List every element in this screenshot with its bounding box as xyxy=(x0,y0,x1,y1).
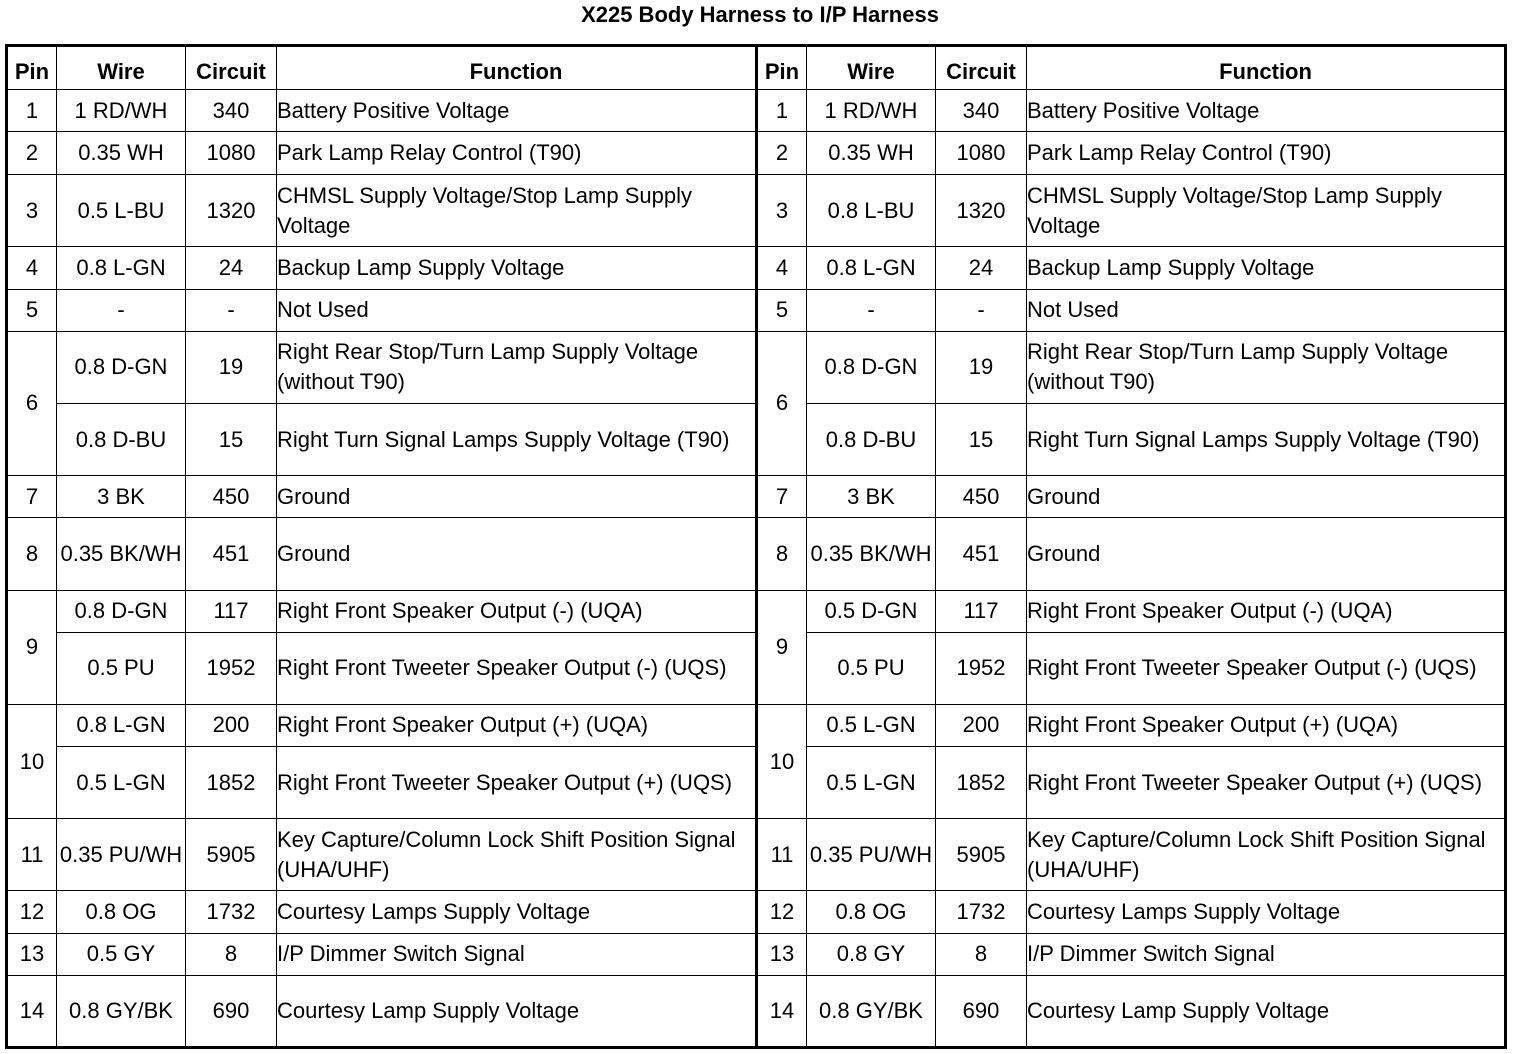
function-cell: Ground xyxy=(277,518,757,590)
table-row xyxy=(7,90,1506,132)
wire-cell: 0.8 OG xyxy=(807,891,936,933)
function-cell: Right Front Speaker Output (-) (UQA) xyxy=(277,590,757,632)
circuit-cell: 1080 xyxy=(936,132,1027,175)
function-cell: Backup Lamp Supply Voltage xyxy=(277,247,757,289)
header-wire-left: Wire xyxy=(57,46,186,90)
pin-cell: 12 xyxy=(7,891,57,933)
function-cell: Right Front Tweeter Speaker Output (+) (UQS) xyxy=(1027,746,1506,818)
circuit-cell: 1320 xyxy=(186,175,277,247)
wire-cell: 0.35 BK/WH xyxy=(57,518,186,590)
wire-cell: 0.5 PU xyxy=(57,632,186,704)
pin-cell: 5 xyxy=(7,289,57,331)
function-cell: Courtesy Lamps Supply Voltage xyxy=(1027,891,1506,933)
pin-cell: 10 xyxy=(757,704,807,818)
wire-cell: 0.8 L-BU xyxy=(807,175,936,247)
function-cell: Right Front Speaker Output (+) (UQA) xyxy=(277,704,757,746)
wire-cell: 1 RD/WH xyxy=(57,90,186,132)
function-cell: I/P Dimmer Switch Signal xyxy=(1027,933,1506,975)
pin-cell: 11 xyxy=(757,819,807,891)
pin-cell: 3 xyxy=(757,175,807,247)
wire-cell: 0.35 WH xyxy=(807,132,936,175)
pin-cell: 1 xyxy=(757,90,807,132)
function-cell: Ground xyxy=(1027,476,1506,518)
header-pin-right: Pin xyxy=(757,46,807,90)
circuit-cell: 1080 xyxy=(186,132,277,175)
circuit-cell: 1952 xyxy=(186,632,277,704)
circuit-cell: 690 xyxy=(186,975,277,1047)
circuit-cell: 15 xyxy=(936,403,1027,475)
circuit-cell: 450 xyxy=(186,476,277,518)
table-row xyxy=(7,175,1506,247)
function-cell: Battery Positive Voltage xyxy=(277,90,757,132)
header-function-left: Function xyxy=(277,46,757,90)
function-cell: I/P Dimmer Switch Signal xyxy=(277,933,757,975)
circuit-cell: 5905 xyxy=(936,819,1027,891)
wire-cell: 0.8 D-BU xyxy=(807,403,936,475)
pin-cell: 4 xyxy=(757,247,807,289)
header-wire-right: Wire xyxy=(807,46,936,90)
wire-cell: - xyxy=(57,289,186,331)
header-pin-left: Pin xyxy=(7,46,57,90)
circuit-cell: 690 xyxy=(936,975,1027,1047)
function-cell: Park Lamp Relay Control (T90) xyxy=(1027,132,1506,175)
circuit-cell: 450 xyxy=(936,476,1027,518)
circuit-cell: 15 xyxy=(186,403,277,475)
wire-cell: 0.5 GY xyxy=(57,933,186,975)
function-cell: Key Capture/Column Lock Shift Position Signal (UHA/UHF) xyxy=(277,819,757,891)
circuit-cell: 5905 xyxy=(186,819,277,891)
function-cell: CHMSL Supply Voltage/Stop Lamp Supply Voltage xyxy=(1027,175,1506,247)
function-cell: Not Used xyxy=(277,289,757,331)
header-circuit-right: Circuit xyxy=(936,46,1027,90)
table-row xyxy=(7,289,1506,331)
circuit-cell: - xyxy=(936,289,1027,331)
wire-cell: 0.35 WH xyxy=(57,132,186,175)
pin-cell: 9 xyxy=(7,590,57,704)
circuit-cell: 1732 xyxy=(936,891,1027,933)
wire-cell: 1 RD/WH xyxy=(807,90,936,132)
circuit-cell: 340 xyxy=(186,90,277,132)
function-cell: Battery Positive Voltage xyxy=(1027,90,1506,132)
wire-cell: 0.5 L-GN xyxy=(57,746,186,818)
wire-cell: 0.35 BK/WH xyxy=(807,518,936,590)
pin-cell: 14 xyxy=(7,975,57,1047)
circuit-cell: 340 xyxy=(936,90,1027,132)
header-row xyxy=(7,46,1506,90)
wire-cell: 0.8 L-GN xyxy=(807,247,936,289)
pin-cell: 8 xyxy=(7,518,57,590)
circuit-cell: 451 xyxy=(186,518,277,590)
circuit-cell: 8 xyxy=(186,933,277,975)
table-row xyxy=(7,975,1506,1047)
circuit-cell: 1732 xyxy=(186,891,277,933)
pin-cell: 9 xyxy=(757,590,807,704)
circuit-cell: 24 xyxy=(186,247,277,289)
circuit-cell: 200 xyxy=(186,704,277,746)
wire-cell: 0.5 L-BU xyxy=(57,175,186,247)
circuit-cell: 200 xyxy=(936,704,1027,746)
function-cell: Courtesy Lamp Supply Voltage xyxy=(1027,975,1506,1047)
pin-cell: 13 xyxy=(757,933,807,975)
function-cell: Right Front Tweeter Speaker Output (-) (UQS) xyxy=(277,632,757,704)
table-row xyxy=(7,891,1506,933)
pin-cell: 6 xyxy=(757,331,807,475)
circuit-cell: 451 xyxy=(936,518,1027,590)
pin-cell: 2 xyxy=(757,132,807,175)
header-function-right: Function xyxy=(1027,46,1506,90)
connector-pinout-table xyxy=(5,44,1507,1049)
function-cell: Ground xyxy=(277,476,757,518)
pin-cell: 4 xyxy=(7,247,57,289)
circuit-cell: 24 xyxy=(936,247,1027,289)
function-cell: Courtesy Lamp Supply Voltage xyxy=(277,975,757,1047)
pin-cell: 13 xyxy=(7,933,57,975)
wire-cell: 0.8 D-GN xyxy=(807,331,936,403)
function-cell: Backup Lamp Supply Voltage xyxy=(1027,247,1506,289)
circuit-cell: 1952 xyxy=(936,632,1027,704)
circuit-cell: 117 xyxy=(936,590,1027,632)
pin-cell: 7 xyxy=(757,476,807,518)
circuit-cell: 8 xyxy=(936,933,1027,975)
pin-cell: 11 xyxy=(7,819,57,891)
wire-cell: 0.8 GY/BK xyxy=(807,975,936,1047)
circuit-cell: 117 xyxy=(186,590,277,632)
circuit-cell: - xyxy=(186,289,277,331)
table-row xyxy=(7,746,1506,818)
circuit-cell: 1320 xyxy=(936,175,1027,247)
pin-cell: 5 xyxy=(757,289,807,331)
function-cell: Park Lamp Relay Control (T90) xyxy=(277,132,757,175)
pin-cell: 1 xyxy=(7,90,57,132)
function-cell: Ground xyxy=(1027,518,1506,590)
table-row xyxy=(7,590,1506,632)
pin-cell: 10 xyxy=(7,704,57,818)
header-circuit-left: Circuit xyxy=(186,46,277,90)
wire-cell: 0.8 D-GN xyxy=(57,590,186,632)
function-cell: Not Used xyxy=(1027,289,1506,331)
function-cell: Right Front Speaker Output (+) (UQA) xyxy=(1027,704,1506,746)
function-cell: Right Front Tweeter Speaker Output (+) (UQS) xyxy=(277,746,757,818)
wire-cell: 0.8 D-BU xyxy=(57,403,186,475)
wire-cell: 0.8 OG xyxy=(57,891,186,933)
function-cell: Right Rear Stop/Turn Lamp Supply Voltage (without T90) xyxy=(1027,331,1506,403)
wire-cell: 0.8 GY/BK xyxy=(57,975,186,1047)
table-row xyxy=(7,632,1506,704)
table-row xyxy=(7,518,1506,590)
wire-cell: 3 BK xyxy=(57,476,186,518)
circuit-cell: 19 xyxy=(186,331,277,403)
pin-cell: 12 xyxy=(757,891,807,933)
wire-cell: - xyxy=(807,289,936,331)
wire-cell: 0.8 D-GN xyxy=(57,331,186,403)
function-cell: Right Front Tweeter Speaker Output (-) (UQS) xyxy=(1027,632,1506,704)
pin-cell: 7 xyxy=(7,476,57,518)
circuit-cell: 1852 xyxy=(936,746,1027,818)
circuit-cell: 1852 xyxy=(186,746,277,818)
table-row xyxy=(7,247,1506,289)
function-cell: Key Capture/Column Lock Shift Position Signal (UHA/UHF) xyxy=(1027,819,1506,891)
wire-cell: 0.35 PU/WH xyxy=(807,819,936,891)
pin-cell: 8 xyxy=(757,518,807,590)
function-cell: CHMSL Supply Voltage/Stop Lamp Supply Voltage xyxy=(277,175,757,247)
wire-cell: 0.5 L-GN xyxy=(807,704,936,746)
circuit-cell: 19 xyxy=(936,331,1027,403)
pin-cell: 6 xyxy=(7,331,57,475)
function-cell: Right Front Speaker Output (-) (UQA) xyxy=(1027,590,1506,632)
wire-cell: 0.5 D-GN xyxy=(807,590,936,632)
function-cell: Right Turn Signal Lamps Supply Voltage (T90) xyxy=(1027,403,1506,475)
table-row xyxy=(7,704,1506,746)
table-row xyxy=(7,933,1506,975)
table-row xyxy=(7,331,1506,403)
pin-cell: 14 xyxy=(757,975,807,1047)
function-cell: Right Turn Signal Lamps Supply Voltage (T90) xyxy=(277,403,757,475)
wire-cell: 0.5 L-GN xyxy=(807,746,936,818)
wire-cell: 0.8 L-GN xyxy=(57,704,186,746)
table-row xyxy=(7,476,1506,518)
pin-cell: 2 xyxy=(7,132,57,175)
function-cell: Right Rear Stop/Turn Lamp Supply Voltage (without T90) xyxy=(277,331,757,403)
table-row xyxy=(7,132,1506,175)
table-row xyxy=(7,403,1506,475)
wire-cell: 3 BK xyxy=(807,476,936,518)
document-title: X225 Body Harness to I/P Harness xyxy=(581,2,939,27)
wire-cell: 0.5 PU xyxy=(807,632,936,704)
wire-cell: 0.8 L-GN xyxy=(57,247,186,289)
table-row xyxy=(7,819,1506,891)
wire-cell: 0.8 GY xyxy=(807,933,936,975)
wire-cell: 0.35 PU/WH xyxy=(57,819,186,891)
function-cell: Courtesy Lamps Supply Voltage xyxy=(277,891,757,933)
pin-cell: 3 xyxy=(7,175,57,247)
